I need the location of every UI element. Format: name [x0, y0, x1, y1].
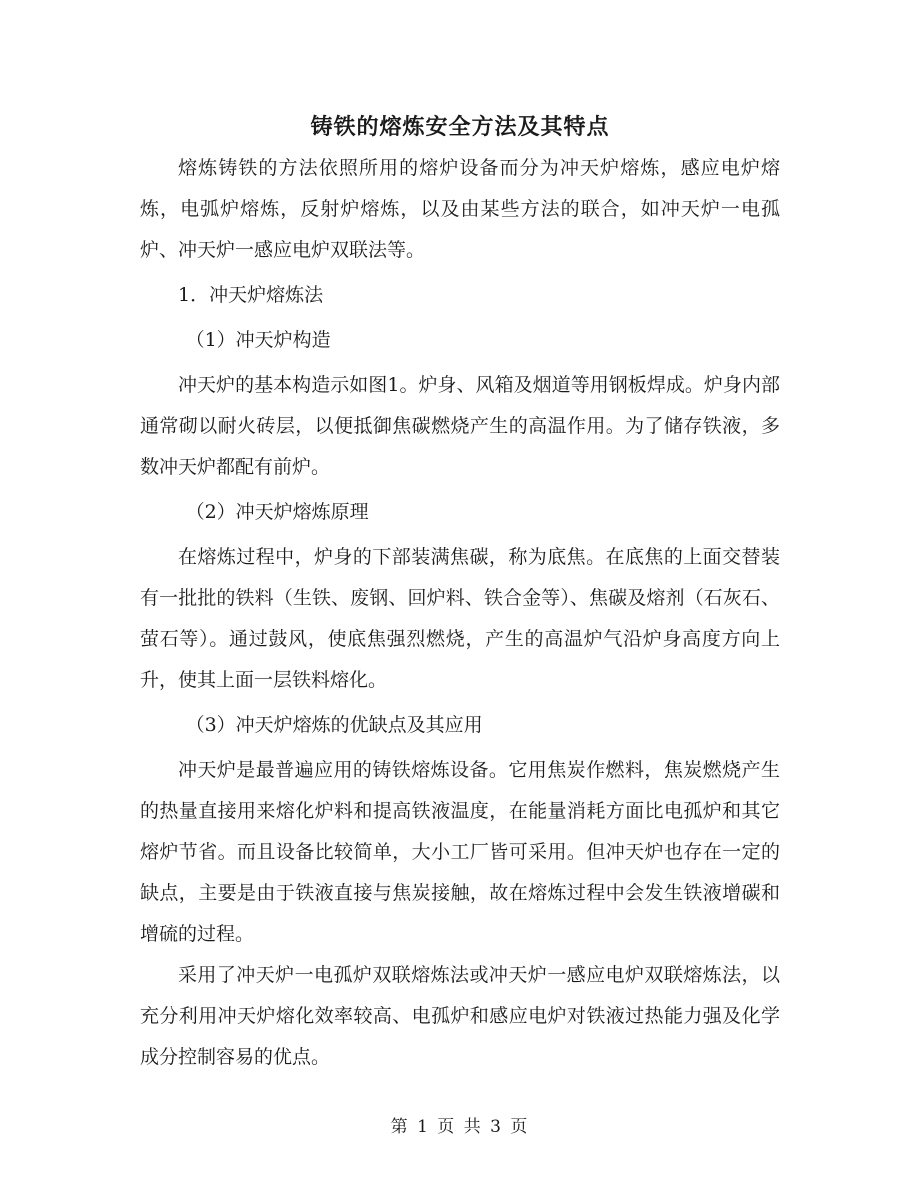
subheading-principle: （2）冲天炉熔炼原理	[185, 501, 369, 523]
paragraph-pros-cons: 冲天炉是最普遍应用的铸铁熔炼设备。它用焦炭作燃料，焦炭燃烧产生的热量直接用来熔化炉料和提高铁液温度，在能量消耗方面比电孤炉和其它熔炉节省。而且设备比较简单，大小工厂皆可采用。但冲天炉也存在一定的缺点，主要是由于铁液直接与焦炭接触，故在熔炼过程中会发生铁液增碳和增硫的过程。	[140, 759, 780, 945]
paragraph-duplex: 采用了冲天炉一电孤炉双联熔炼法或冲天炉一感应电炉双联熔炼法，以充分利用冲天炉熔化效率较高、电孤炉和感应电炉对铁液过热能力强及化学成分控制容易的优点。	[140, 964, 780, 1068]
paragraph-intro: 熔炼铸铁的方法依照所用的熔炉设备而分为冲天炉熔炼，感应电炉熔炼，电弧炉熔炼，反射炉熔炼，以及由某些方法的联合，如冲天炉一电孤炉、冲天炉一感应电炉双联法等。	[140, 157, 780, 261]
page-number-footer: 第 1 页 共 3 页	[390, 1117, 530, 1137]
document-body	[140, 148, 780, 1078]
subheading-structure: （1）冲天炉构造	[185, 329, 331, 351]
document-title: 铸铁的熔炼安全方法及其特点	[310, 114, 610, 140]
paragraph-structure: 冲天炉的基本构造示如图1。炉身、风箱及烟道等用钢板焊成。炉身内部通常砌以耐火砖层，以便抵御焦碳燃烧产生的高温作用。为了储存铁液，多数冲天炉都配有前炉。	[140, 374, 780, 478]
section-heading-cupola: 1．冲天炉熔炼法	[178, 284, 324, 306]
subheading-pros-cons: （3）冲天炉熔炼的优缺点及其应用	[185, 714, 483, 736]
paragraph-principle: 在熔炼过程中，炉身的下部装满焦碳，称为底焦。在底焦的上面交替装有一批批的铁料（生铁、废钢、回炉料、铁合金等）、焦碳及熔剂（石灰石、萤石等）。通过鼓风，使底焦强烈燃烧，产生的高温炉气沿炉身高度方向上升，使其上面一层铁料熔化。	[140, 546, 780, 691]
